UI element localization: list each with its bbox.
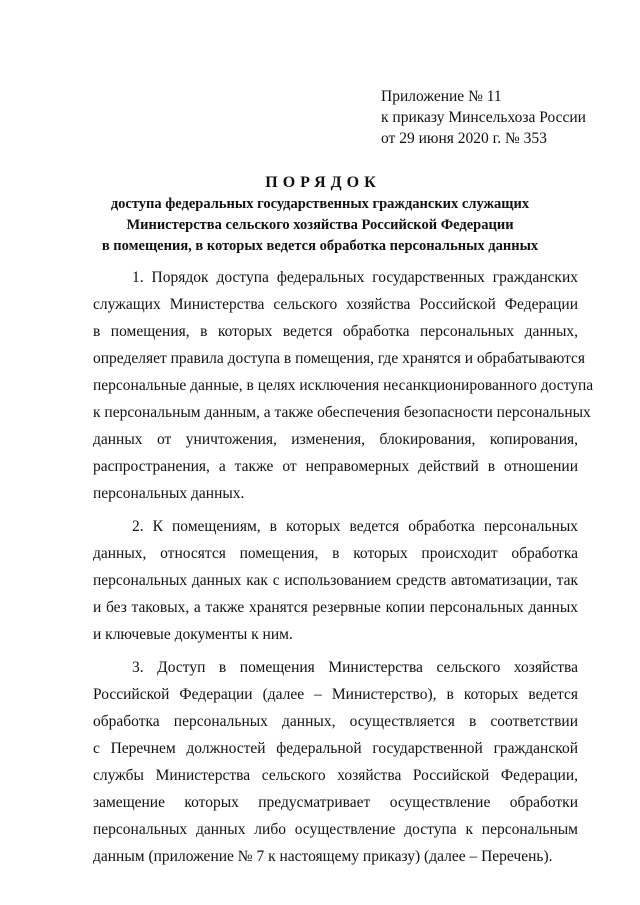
paragraph-line: распространения, а также от неправомерных действий в отношении xyxy=(93,458,578,475)
title-line-2: Министерства сельского хозяйства Российской Федерации xyxy=(126,217,514,233)
paragraph-line: 3. Доступ в помещения Министерства сельского хозяйства xyxy=(132,659,578,676)
paragraph-line: персональных данных либо осуществление доступа к персональным xyxy=(93,821,578,838)
appendix-header xyxy=(381,86,621,149)
paragraph-line: Российской Федерации (далее – Министерство), в которых ведется xyxy=(93,686,578,703)
paragraph-line: персональных данных. xyxy=(93,485,245,502)
title-line-3: в помещения, в которых ведется обработка персональных данных xyxy=(101,238,539,254)
paragraph-line: данным (приложение № 7 к настоящему приказу) (далее – Перечень). xyxy=(93,848,553,865)
paragraph-line: к персональным данным, а также обеспечения безопасности персональных xyxy=(93,404,591,421)
appendix-number: Приложение № 11 xyxy=(381,88,502,105)
paragraph-2 xyxy=(93,513,578,648)
paragraph-line: обработка персональных данных, осуществляется в соответствии xyxy=(93,713,578,730)
paragraph-line: персональные данные, в целях исключения несанкционированного доступа xyxy=(93,377,594,394)
appendix-order-date: от 29 июня 2020 г. № 353 xyxy=(381,130,547,147)
paragraph-line: и без таковых, а также хранятся резервные копии персональных данных xyxy=(93,599,578,616)
paragraph-line: данных, относятся помещения, в которых происходит обработка xyxy=(93,545,578,562)
paragraph-line: служащих Министерства сельского хозяйства Российской Федерации xyxy=(93,296,578,313)
paragraph-line: с Перечнем должностей федеральной государственной гражданской xyxy=(93,740,578,757)
paragraph-line: службы Министерства сельского хозяйства Российской Федерации, xyxy=(93,767,578,784)
title-line-1: доступа федеральных государственных гражданских служащих xyxy=(110,196,530,212)
paragraph-line: в помещения, в которых ведется обработка персональных данных, xyxy=(93,323,578,340)
paragraph-1 xyxy=(93,264,594,507)
paragraph-line: определяет правила доступа в помещения, где хранятся и обрабатываются xyxy=(93,350,586,367)
document-body xyxy=(93,264,594,876)
paragraph-line: данных от уничтожения, изменения, блокирования, копирования, xyxy=(93,431,578,448)
paragraph-line: 2. К помещениям, в которых ведется обработка персональных xyxy=(132,518,578,535)
paragraph-line: персональных данных как с использованием средств автоматизации, так xyxy=(93,572,578,589)
paragraph-line: и ключевые документы к ним. xyxy=(93,626,293,643)
appendix-order-reference: к приказу Минсельхоза России xyxy=(381,109,586,126)
document-title xyxy=(60,172,580,257)
title-main: ПОРЯДОК xyxy=(265,174,381,191)
paragraph-line: 1. Порядок доступа федеральных государственных гражданских xyxy=(132,269,578,286)
paragraph-line: замещение которых предусматривает осуществление обработки xyxy=(93,794,578,811)
paragraph-3 xyxy=(93,654,578,870)
